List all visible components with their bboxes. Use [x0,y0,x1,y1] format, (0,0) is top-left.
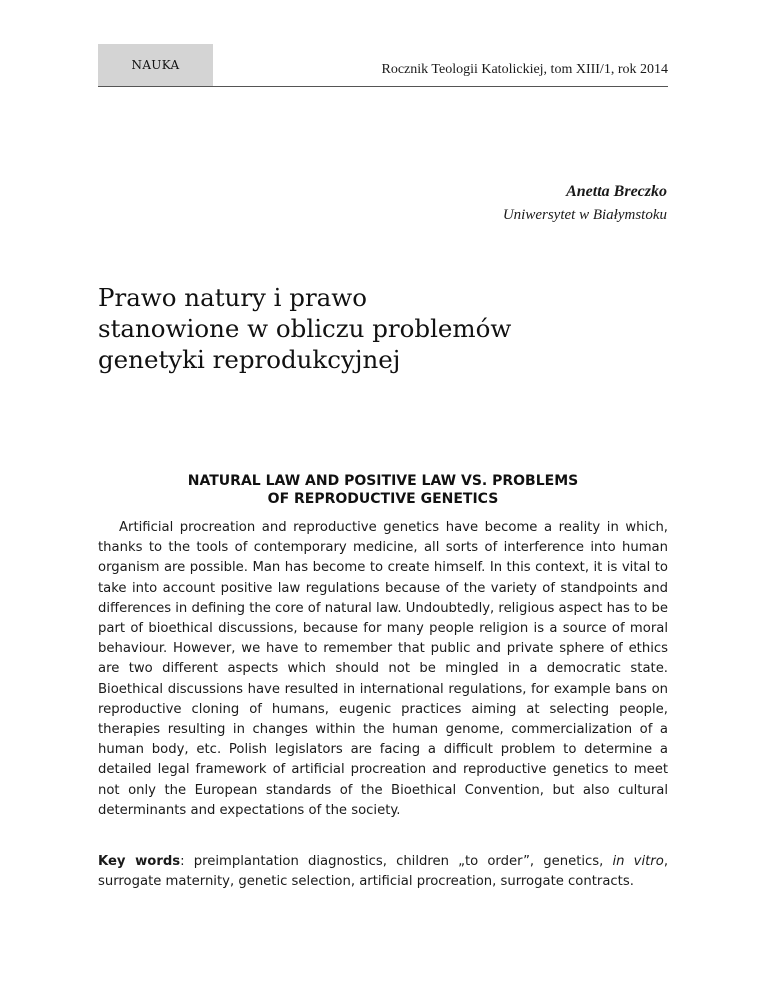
english-title [98,472,668,508]
abstract-paragraph: Artificial procreation and reproductive genetics have become a reality in which, thanks to the tools of contemporary medicine, all sorts of interference into human organism are possible. Man has become to create himself. In this context, it is vital to take into account positive law regulations because of the variety of standpoints and differences in defining the core of natural law. Undoubtedly, religious aspect has to be part of bioethical discussions, because for many people religion is a source of moral behaviour. However, we have to remember that public and private sphere of ethics are two different aspects which should not be mingled in a democratic state. Bioethical discussions have resulted in international regulations, for example bans on reproductive cloning of humans, eugenic practices aiming at selecting people, therapies resulting in changes within the human genome, commercialization of a human body, etc. Polish legislators are facing a difficult problem to determine a detailed legal framework of artificial procreation and reproductive genetics to meet not only the European standards of the Bioethical Convention, but also cultural determinants and expectations of the society. [98,520,668,818]
english-title-line: OF REPRODUCTIVE GENETICS [267,491,499,507]
article-title-line: genetyki reprodukcyjnej [98,345,401,374]
keywords-text: , surrogate maternity, genetic selection, artificial procreation, surrogate contracts. [98,854,669,890]
journal-info: Rocznik Teologii Katolickiej, tom XIII/1, rok 2014 [381,62,668,77]
header-divider [98,86,668,87]
article-title [98,282,618,375]
keywords-paragraph [98,852,668,892]
english-title-line: NATURAL LAW AND POSITIVE LAW VS. PROBLEMS [187,473,579,489]
keywords-label: Key words [98,854,181,869]
keywords-text: : preimplantation diagnostics, children „to order”, genetics, [180,854,613,869]
article-title-line: stanowione w obliczu problemów [98,314,512,343]
keywords-italic-term: in vitro [612,854,664,869]
author-affiliation: Uniwersytet w Białymstoku [502,207,667,223]
article-title-line: Prawo natury i prawo [98,283,368,312]
author-name: Anetta Breczko [566,183,667,200]
section-label: NAUKA [98,44,213,86]
